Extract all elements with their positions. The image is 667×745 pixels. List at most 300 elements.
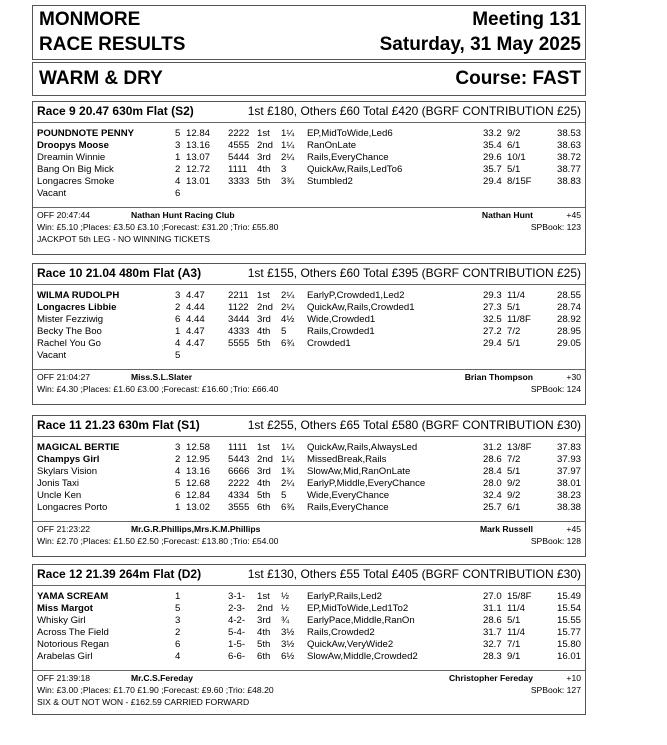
runner-calc-time: 37.83 <box>556 442 581 453</box>
runner-row <box>33 651 585 663</box>
runner-comment: EarlyPace,Middle,RanOn <box>307 615 415 626</box>
runner-comment: EarlyP,Crowded1,Led2 <box>307 290 405 301</box>
runner-sp: 11/4 <box>507 603 525 614</box>
runner-trap: 2 <box>175 164 181 175</box>
runner-comment: MissedBreak,Rails <box>307 454 387 465</box>
runner-weight: 28.6 <box>483 454 502 465</box>
runner-calc-time: 38.63 <box>556 140 581 151</box>
runner-distance: 1¼ <box>281 140 295 151</box>
runner-name: Uncle Ken <box>37 490 82 501</box>
race-prize-money: 1st £180, Others £60 Total £420 (BGRF CONTRIBUTION £25) <box>247 104 581 118</box>
runner-comment: Crowded1 <box>307 338 351 349</box>
runner-sp: 5/1 <box>507 338 521 349</box>
runner-distance: 6½ <box>281 651 295 662</box>
sp-book: SPBook: 124 <box>530 384 581 394</box>
runner-finish: 5th <box>257 490 271 501</box>
race-officials-line <box>37 210 581 221</box>
runner-sectionals: 5443 <box>228 454 250 465</box>
runner-row <box>33 128 585 140</box>
runner-sp: 11/4 <box>507 627 525 638</box>
race-officials-line <box>37 524 581 535</box>
runner-weight: 29.3 <box>483 290 502 301</box>
runner-distance: 6¾ <box>281 502 295 513</box>
runner-weight: 28.3 <box>483 651 502 662</box>
runner-row <box>33 326 585 338</box>
trophy-sponsor: Miss.S.L.Slater <box>131 372 193 382</box>
runner-finish: 2nd <box>257 140 274 151</box>
runner-trap: 1 <box>175 326 181 337</box>
runner-sp: 11/4 <box>507 290 525 301</box>
runner-trap: 5 <box>175 350 181 361</box>
runner-comment: QuickAw,Rails,Crowded1 <box>307 302 415 313</box>
race-card <box>32 101 586 255</box>
bonus-value: +45 <box>566 210 581 220</box>
document-title: RACE RESULTS <box>39 34 186 55</box>
race-title: Race 12 21.39 264m Flat (D2) <box>37 567 202 581</box>
trophy-sponsor: Mr.C.S.Fereday <box>131 673 194 683</box>
runner-distance: 2¼ <box>281 302 295 313</box>
off-time: OFF 20:47:44 <box>37 210 91 220</box>
race-card <box>32 415 586 557</box>
runner-name: Droopys Moose <box>37 140 109 151</box>
runner-sp: 5/1 <box>507 466 521 477</box>
runner-weight: 29.6 <box>483 152 502 163</box>
runner-trap: 1 <box>175 591 181 602</box>
runner-calc-time: 38.83 <box>556 176 581 187</box>
runner-sectionals: 6666 <box>228 466 250 477</box>
runner-trap: 5 <box>175 603 181 614</box>
runner-trap: 3 <box>175 615 181 626</box>
runner-sp: 8/15F <box>507 176 532 187</box>
off-time: OFF 21:04:27 <box>37 372 91 382</box>
tote-dividends: Win: £4.30 ;Places: £1.60 £3.00 ;Forecast: £16.60 ;Trio: £66.40 <box>37 384 279 394</box>
runner-row <box>33 442 585 454</box>
runner-finish: 4th <box>257 164 271 175</box>
race-title: Race 10 21.04 480m Flat (A3) <box>37 266 202 280</box>
runner-distance: ¾ <box>281 615 290 626</box>
runner-distance: 2¼ <box>281 152 295 163</box>
runner-calc-time: 16.01 <box>556 651 581 662</box>
runner-sectionals: 3333 <box>228 176 250 187</box>
runner-row <box>33 164 585 176</box>
runner-weight: 27.0 <box>483 591 502 602</box>
runner-row <box>33 454 585 466</box>
runner-finish: 2nd <box>257 454 274 465</box>
runner-distance: 1¼ <box>281 128 295 139</box>
runner-weight: 35.4 <box>483 140 502 151</box>
runner-comment: Rails,EveryChance <box>307 502 389 513</box>
sp-book: SPBook: 128 <box>530 536 581 546</box>
runner-comment: RanOnLate <box>307 140 357 151</box>
runner-calc-time: 38.01 <box>556 478 581 489</box>
runner-name: Rachel You Go <box>37 338 102 349</box>
runner-distance: 1¼ <box>281 442 295 453</box>
runner-sectionals: 2211 <box>228 290 249 301</box>
runner-finish: 5th <box>257 639 271 650</box>
runner-comment: Wide,Crowded1 <box>307 314 376 325</box>
runner-sectionals: 4334 <box>228 490 250 501</box>
runner-split-time: 4.47 <box>186 338 205 349</box>
runner-split-time: 4.47 <box>186 290 205 301</box>
runner-sp: 7/2 <box>507 454 521 465</box>
winning-trainer: Christopher Fereday <box>448 673 533 683</box>
runner-name: WILMA RUDOLPH <box>37 290 120 301</box>
runner-sectionals: 6-6- <box>228 651 246 662</box>
race-officials-line <box>37 673 581 684</box>
race-prize-money: 1st £155, Others £60 Total £395 (BGRF CONTRIBUTION £25) <box>247 266 581 280</box>
runner-comment: EP,MidToWide,Led1To2 <box>307 603 409 614</box>
runner-trap: 4 <box>175 338 181 349</box>
runner-split-time: 13.16 <box>186 140 211 151</box>
runner-weight: 33.2 <box>483 128 502 139</box>
runner-comment: SlowAw,Mid,RanOnLate <box>307 466 411 477</box>
runner-calc-time: 37.97 <box>556 466 581 477</box>
runner-sectionals: 5444 <box>228 152 250 163</box>
runner-name: Bang On Big Mick <box>37 164 114 175</box>
runner-trap: 3 <box>175 140 181 151</box>
runner-name: Longacres Porto <box>37 502 108 513</box>
runner-split-time: 12.68 <box>186 478 211 489</box>
runner-row <box>33 502 585 514</box>
runner-sp: 9/1 <box>507 651 521 662</box>
runner-finish: 3rd <box>257 615 271 626</box>
runner-row <box>33 188 585 200</box>
runner-sectionals: 4333 <box>228 326 250 337</box>
runner-distance: 1¼ <box>281 454 295 465</box>
runner-sp: 13/8F <box>507 442 532 453</box>
footer-divider <box>33 521 585 522</box>
runner-finish: 2nd <box>257 603 274 614</box>
runner-comment: Rails,Crowded1 <box>307 326 375 337</box>
runner-distance: 3½ <box>281 627 295 638</box>
race-prize-money: 1st £255, Others £65 Total £580 (BGRF CONTRIBUTION £30) <box>247 418 581 432</box>
runner-finish: 1st <box>257 128 270 139</box>
race-note: SIX & OUT NOT WON - £162.59 CARRIED FORWARD <box>37 697 250 707</box>
off-time: OFF 21:23:22 <box>37 524 91 534</box>
runner-finish: 3rd <box>257 152 271 163</box>
runner-finish: 4th <box>257 478 271 489</box>
runner-name: Skylars Vision <box>37 466 98 477</box>
runner-sectionals: 2222 <box>228 478 250 489</box>
runner-row <box>33 615 585 627</box>
runner-name: Arabelas Girl <box>37 651 93 662</box>
runner-calc-time: 29.05 <box>556 338 581 349</box>
runner-name: Becky The Boo <box>37 326 102 337</box>
runner-sp: 7/2 <box>507 326 521 337</box>
footer-divider <box>33 670 585 671</box>
tote-dividends-line <box>37 384 581 395</box>
runner-finish: 3rd <box>257 314 271 325</box>
runner-finish: 1st <box>257 591 270 602</box>
runner-calc-time: 15.55 <box>556 615 581 626</box>
title-divider <box>33 585 585 586</box>
runner-comment: Rails,Crowded2 <box>307 627 375 638</box>
runner-weight: 29.4 <box>483 338 502 349</box>
bonus-value: +10 <box>566 673 581 683</box>
runner-finish: 1st <box>257 290 270 301</box>
runner-split-time: 13.16 <box>186 466 211 477</box>
race-card <box>32 564 586 715</box>
runner-sectionals: 1-5- <box>228 639 246 650</box>
runner-weight: 29.4 <box>483 176 502 187</box>
runner-distance: 2¼ <box>281 290 295 301</box>
runner-split-time: 4.47 <box>186 326 205 337</box>
runner-comment: QuickAw,Rails,AlwaysLed <box>307 442 418 453</box>
runner-trap: 3 <box>175 442 181 453</box>
runner-name: Notorious Regan <box>37 639 109 650</box>
runner-comment: SlowAw,Middle,Crowded2 <box>307 651 418 662</box>
race-card <box>32 263 586 405</box>
runner-calc-time: 28.55 <box>556 290 581 301</box>
runner-calc-time: 15.80 <box>556 639 581 650</box>
tote-dividends: Win: £5.10 ;Places: £3.50 £3.10 ;Forecast: £31.20 ;Trio: £55.80 <box>37 222 279 232</box>
runner-name: Longacres Smoke <box>37 176 115 187</box>
race-note-line <box>37 697 581 708</box>
runner-sectionals: 1122 <box>228 302 249 313</box>
runner-comment: QuickAw,VeryWide2 <box>307 639 394 650</box>
runner-split-time: 12.72 <box>186 164 211 175</box>
runner-comment: QuickAw,Rails,LedTo6 <box>307 164 403 175</box>
race-title: Race 9 20.47 630m Flat (S2) <box>37 104 194 118</box>
runner-trap: 2 <box>175 454 181 465</box>
runner-split-time: 12.95 <box>186 454 211 465</box>
runner-sp: 9/2 <box>507 128 521 139</box>
runner-distance: 3½ <box>281 639 295 650</box>
trophy-sponsor: Mr.G.R.Phillips,Mrs.K.M.Phillips <box>131 524 261 534</box>
runner-sp: 15/8F <box>507 591 532 602</box>
runner-sectionals: 5-4- <box>228 627 246 638</box>
runner-sp: 5/1 <box>507 302 521 313</box>
runner-weight: 31.2 <box>483 442 502 453</box>
title-divider <box>33 284 585 285</box>
runner-name: Champys Girl <box>37 454 100 465</box>
runner-distance: 3 <box>281 164 287 175</box>
runner-weight: 28.0 <box>483 478 502 489</box>
sp-book: SPBook: 123 <box>530 222 581 232</box>
runner-sectionals: 4555 <box>228 140 250 151</box>
runner-sp: 7/1 <box>507 639 521 650</box>
runner-sectionals: 5555 <box>228 338 250 349</box>
runner-name: YAMA SCREAM <box>37 591 109 602</box>
runner-split-time: 12.84 <box>186 128 211 139</box>
runner-finish: 4th <box>257 627 271 638</box>
sp-book: SPBook: 127 <box>530 685 581 695</box>
footer-divider <box>33 207 585 208</box>
runner-name: POUNDNOTE PENNY <box>37 128 135 139</box>
runner-distance: 3¾ <box>281 176 295 187</box>
runner-sectionals: 3444 <box>228 314 250 325</box>
results-header <box>32 5 586 60</box>
runner-name: Whisky Girl <box>37 615 86 626</box>
runner-distance: ½ <box>281 603 290 614</box>
runner-sectionals: 3555 <box>228 502 250 513</box>
weather: WARM & DRY <box>39 68 163 89</box>
runner-finish: 4th <box>257 326 271 337</box>
race-title: Race 11 21.23 630m Flat (S1) <box>37 418 200 432</box>
runner-sectionals: 4-2- <box>228 615 246 626</box>
footer-divider <box>33 369 585 370</box>
runner-comment: EarlyP,Rails,Led2 <box>307 591 383 602</box>
runner-row <box>33 338 585 350</box>
runner-trap: 6 <box>175 314 181 325</box>
tote-dividends: Win: £3.00 ;Places: £1.70 £1.90 ;Forecast: £9.60 ;Trio: £48.20 <box>37 685 274 695</box>
runner-weight: 32.7 <box>483 639 502 650</box>
runner-calc-time: 38.23 <box>556 490 581 501</box>
runner-finish: 6th <box>257 502 271 513</box>
bonus-value: +30 <box>566 372 581 382</box>
runner-row <box>33 302 585 314</box>
runner-calc-time: 37.93 <box>556 454 581 465</box>
meeting-number: Meeting 131 <box>472 9 581 30</box>
runner-trap: 5 <box>175 478 181 489</box>
title-divider <box>33 122 585 123</box>
runner-trap: 4 <box>175 466 181 477</box>
runner-name: Miss Margot <box>37 603 93 614</box>
runner-weight: 27.3 <box>483 302 502 313</box>
runner-split-time: 13.02 <box>186 502 211 513</box>
runner-sp: 9/2 <box>507 478 521 489</box>
runner-distance: 2¼ <box>281 478 295 489</box>
runner-sp: 5/1 <box>507 164 521 175</box>
runner-comment: Stumbled2 <box>307 176 353 187</box>
runner-sectionals: 1111 <box>228 164 248 175</box>
runner-weight: 28.4 <box>483 466 502 477</box>
runner-row <box>33 152 585 164</box>
runner-sp: 6/1 <box>507 140 521 151</box>
runner-weight: 35.7 <box>483 164 502 175</box>
meeting-date: Saturday, 31 May 2025 <box>379 34 581 55</box>
runner-finish: 5th <box>257 176 271 187</box>
runner-sp: 9/2 <box>507 490 521 501</box>
runner-trap: 4 <box>175 651 181 662</box>
off-time: OFF 21:39:18 <box>37 673 91 683</box>
tote-dividends-line <box>37 222 581 233</box>
runner-finish: 3rd <box>257 466 271 477</box>
trophy-sponsor: Nathan Hunt Racing Club <box>131 210 235 220</box>
runner-split-time: 4.44 <box>186 314 205 325</box>
runner-trap: 1 <box>175 502 181 513</box>
winning-trainer: Nathan Hunt <box>481 210 533 220</box>
runner-comment: EarlyP,Middle,EveryChance <box>307 478 426 489</box>
runner-weight: 32.4 <box>483 490 502 501</box>
winning-trainer: Brian Thompson <box>464 372 533 382</box>
runner-name: Jonis Taxi <box>37 478 79 489</box>
runner-calc-time: 15.49 <box>556 591 581 602</box>
runner-distance: 5 <box>281 326 287 337</box>
runner-name: Dreamin Winnie <box>37 152 106 163</box>
runner-finish: 1st <box>257 442 270 453</box>
runner-distance: 4½ <box>281 314 295 325</box>
runner-sp: 5/1 <box>507 615 521 626</box>
runner-weight: 31.7 <box>483 627 502 638</box>
runner-distance: 6¾ <box>281 338 295 349</box>
runner-calc-time: 28.92 <box>556 314 581 325</box>
runner-split-time: 12.84 <box>186 490 211 501</box>
runner-name: Across The Field <box>37 627 109 638</box>
runner-row <box>33 314 585 326</box>
runner-distance: 5 <box>281 490 287 501</box>
runner-split-time: 12.58 <box>186 442 211 453</box>
runner-row <box>33 591 585 603</box>
tote-dividends: Win: £2.70 ;Places: £1.50 £2.50 ;Forecast: £13.80 ;Trio: £54.00 <box>37 536 279 546</box>
runner-calc-time: 38.53 <box>556 128 581 139</box>
runner-trap: 2 <box>175 302 181 313</box>
runner-calc-time: 38.77 <box>556 164 581 175</box>
runner-row <box>33 478 585 490</box>
tote-dividends-line <box>37 685 581 696</box>
runner-row <box>33 639 585 651</box>
runner-trap: 6 <box>175 188 181 199</box>
runner-trap: 3 <box>175 290 181 301</box>
runner-trap: 5 <box>175 128 181 139</box>
runner-split-time: 4.44 <box>186 302 205 313</box>
runner-row <box>33 466 585 478</box>
runner-name: Longacres Libbie <box>37 302 117 313</box>
runner-finish: 6th <box>257 651 271 662</box>
runner-trap: 1 <box>175 152 181 163</box>
runner-row <box>33 627 585 639</box>
runner-calc-time: 28.74 <box>556 302 581 313</box>
runner-trap: 4 <box>175 176 181 187</box>
course-going: Course: FAST <box>455 68 581 89</box>
winning-trainer: Mark Russell <box>479 524 533 534</box>
race-note: JACKPOT 5th LEG - NO WINNING TICKETS <box>37 234 211 244</box>
runner-calc-time: 15.77 <box>556 627 581 638</box>
race-officials-line <box>37 372 581 383</box>
race-note-line <box>37 234 581 245</box>
runner-weight: 31.1 <box>483 603 502 614</box>
runner-sectionals: 2-3- <box>228 603 246 614</box>
runner-name: Vacant <box>37 188 67 199</box>
runner-weight: 25.7 <box>483 502 502 513</box>
runner-calc-time: 28.95 <box>556 326 581 337</box>
tote-dividends-line <box>37 536 581 547</box>
runner-sectionals: 1111 <box>228 442 248 453</box>
runner-finish: 5th <box>257 338 271 349</box>
title-divider <box>33 436 585 437</box>
runner-comment: EP,MidToWide,Led6 <box>307 128 393 139</box>
conditions-bar <box>32 62 586 96</box>
runner-trap: 6 <box>175 639 181 650</box>
runner-calc-time: 38.72 <box>556 152 581 163</box>
runner-calc-time: 15.54 <box>556 603 581 614</box>
runner-row <box>33 490 585 502</box>
race-prize-money: 1st £130, Others £55 Total £405 (BGRF CONTRIBUTION £30) <box>247 567 581 581</box>
runner-trap: 6 <box>175 490 181 501</box>
runner-weight: 32.5 <box>483 314 502 325</box>
runner-row <box>33 140 585 152</box>
runner-row <box>33 350 585 362</box>
runner-weight: 28.6 <box>483 615 502 626</box>
runner-distance: ½ <box>281 591 290 602</box>
runner-sectionals: 2222 <box>228 128 250 139</box>
runner-row <box>33 290 585 302</box>
runner-comment: Rails,EveryChance <box>307 152 389 163</box>
runner-split-time: 13.01 <box>186 176 211 187</box>
runner-row <box>33 176 585 188</box>
runner-name: MAGICAL BERTIE <box>37 442 120 453</box>
runner-sp: 6/1 <box>507 502 521 513</box>
runner-split-time: 13.07 <box>186 152 211 163</box>
runner-sp: 11/8F <box>507 314 531 325</box>
runner-sp: 10/1 <box>507 152 526 163</box>
runner-finish: 2nd <box>257 302 274 313</box>
runner-sectionals: 3-1- <box>228 591 246 602</box>
bonus-value: +45 <box>566 524 581 534</box>
runner-name: Mister Fezziwig <box>37 314 104 325</box>
runner-comment: Wide,EveryChance <box>307 490 390 501</box>
runner-distance: 1¾ <box>281 466 295 477</box>
